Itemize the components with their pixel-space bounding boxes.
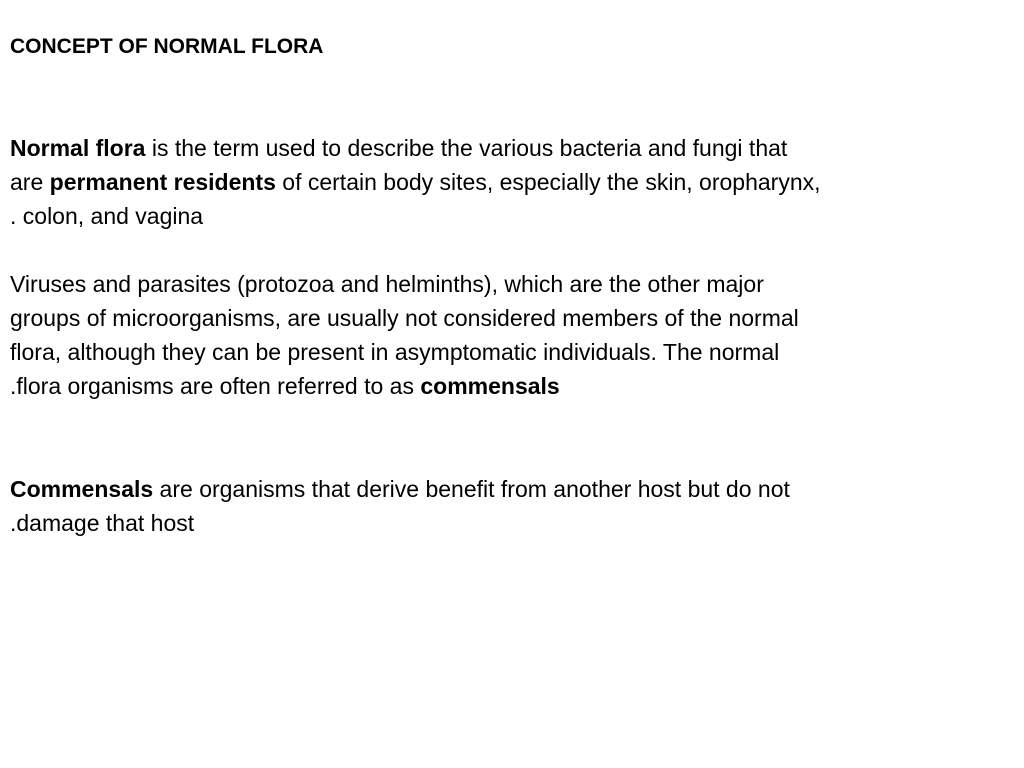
para1-line-1	[10, 133, 787, 163]
term-commensals: commensals	[420, 373, 560, 399]
para2-line-2: groups of microorganisms, are usually not considered members of the normal	[10, 305, 799, 331]
para2-line-4-text: .flora organisms are often referred to as	[10, 373, 421, 399]
para2-line-1: Viruses and parasites (protozoa and helminths), which are the other major	[10, 271, 764, 297]
para1-line-1-text: is the term used to describe the various bacteria and fungi that	[145, 135, 788, 161]
term-permanent-residents: permanent residents	[49, 169, 276, 195]
term-commensals-definition: Commensals	[10, 476, 154, 502]
slide-title: CONCEPT OF NORMAL FLORA	[10, 35, 324, 58]
para1-line-2-text: of certain body sites, especially the skin, oropharynx,	[275, 169, 821, 195]
para1-line-2	[10, 167, 821, 197]
para3-line-1	[10, 474, 790, 504]
para2-line-4	[10, 371, 560, 401]
para1-line-2-pre: are	[10, 169, 50, 195]
para1-line-3: . colon, and vagina	[10, 203, 204, 229]
para3-line-1-text: are organisms that derive benefit from another host but do not	[153, 476, 790, 502]
term-normal-flora: Normal flora	[10, 135, 146, 161]
para3-line-2: .damage that host	[10, 510, 195, 536]
para2-line-3: flora, although they can be present in asymptomatic individuals. The normal	[10, 339, 780, 365]
